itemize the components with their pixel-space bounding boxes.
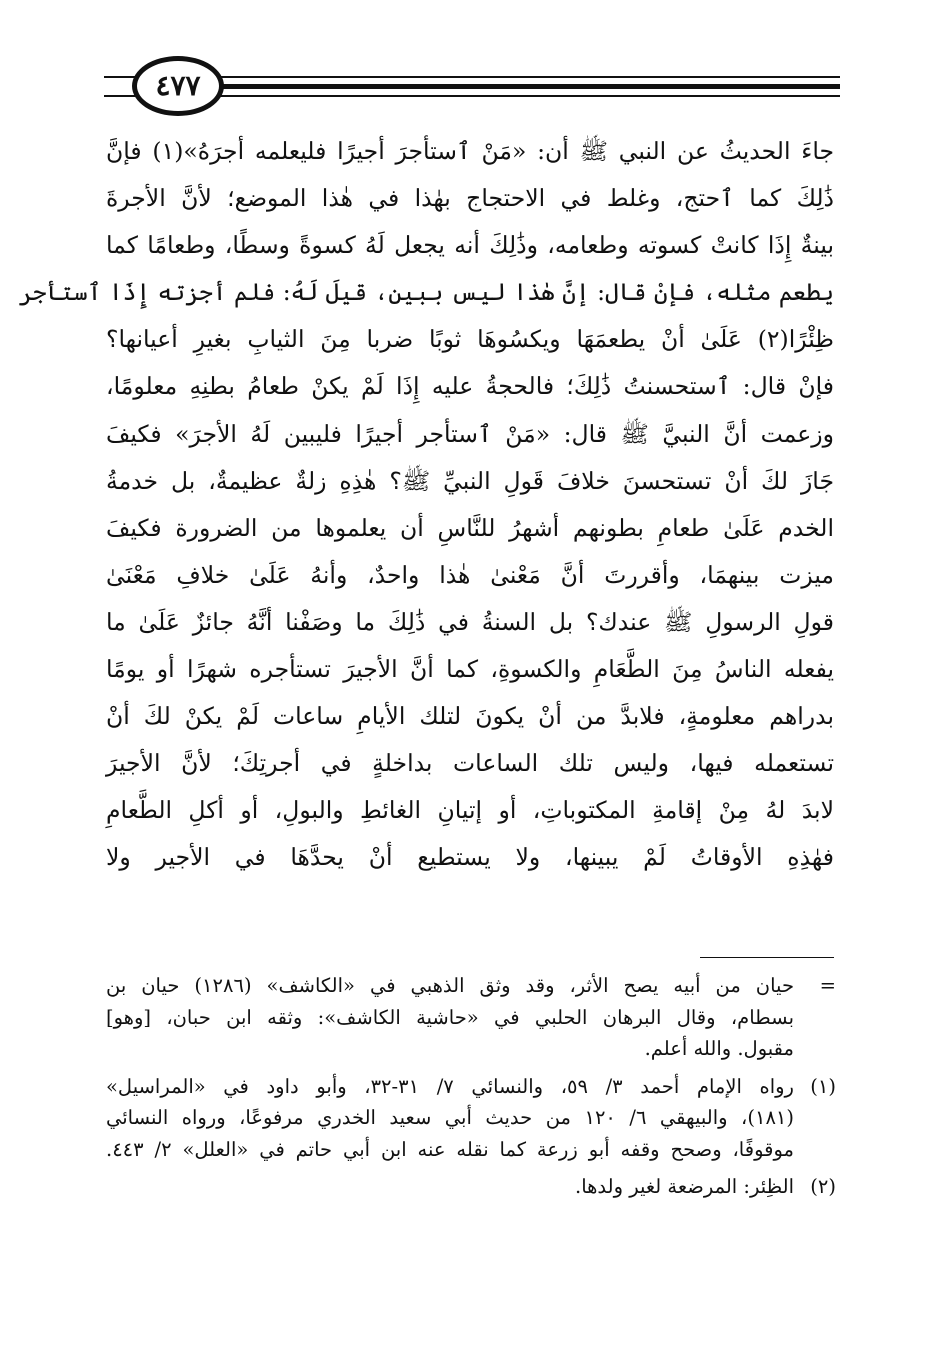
header-rule-thick <box>174 84 840 89</box>
footnote-marker: (١) <box>810 1074 836 1098</box>
text-line: الخدم عَلَىٰ طعامِ بطونهم أشهرُ للنَّاسِ أن يعلموها من الضرورة فكيفَ <box>106 513 834 542</box>
text-line: بدراهم معلومةٍ، فلابدَّ من أنْ يكونَ لتلك الأيامِ ساعات لَمْ يكنْ لكَ أنْ <box>106 702 834 731</box>
text-line: جَازَ لكَ أنْ تستحسنَ خلافَ قَولِ النبيِّ ﷺ؟ هٰذِهِ زلةٌ عظيمةٌ، بل خدمةُ <box>106 466 834 495</box>
footnote-line: مقبول. والله أعلم. <box>644 1037 794 1060</box>
text-line: ميزت بينهمَا، وأقررتَ أنَّ مَعْنىٰ هٰذا واحدٌ، وأنهُ عَلَىٰ خلافِ مَعْنَىٰ <box>106 560 834 589</box>
footnote-line: حيان من أبيه يصح الأثر، وقد وثق الذهبي في «الكاشف» (١٢٨٦) حيان بن <box>106 974 794 997</box>
footnote-body <box>106 970 794 1065</box>
footnote-body <box>106 1071 794 1166</box>
text-line: يطعم مثله، فإنْ قال: إنَّ هٰذا ليس ببين، قيلَ لَهُ: فلم أجزته إِذَا ٱستأجر <box>18 278 834 307</box>
text-line: وزعمت أنَّ النبيَّ ﷺ قال: «مَنْ ٱستأجر أجيرًا فليبين لَهُ الأجرَ» فكيفَ <box>106 419 834 448</box>
footnote-2 <box>106 1171 836 1203</box>
footnote-line: رواه الإمام أحمد ٣/ ٥٩، والنسائي ٧/ ٣١-٣٢، وأبو داود في «المراسيل» <box>106 1074 794 1098</box>
text-line: جاءَ الحديثُ عن النبي ﷺ أن: «مَنْ ٱستأجرَ أجيرًا فليعلمه أجرَهُ»(١) فإنَّ <box>106 137 834 165</box>
main-text <box>18 128 834 882</box>
text-line: لابدَ لهُ مِنْ إقامةِ المكتوباتِ، أو إتيانِ الغائطِ والبولِ، أو أكلِ الطَّعامِ <box>106 796 834 825</box>
footnote-line: موقوفًا، وصحح وقفه أبو زرعة كما نقله عنه ابن أبي حاتم في «العلل» ٢/ ٤٤٣. <box>106 1137 794 1161</box>
text-line: ذَٰلِكَ كما ٱحتج، وغلط في الاحتجاج بهٰذا في هٰذا الموضع؛ لأنَّ الأجرةَ <box>106 184 834 213</box>
text-line: ظِئْرًا(٢) عَلَىٰ أنْ يطعمَهَا ويكسُوهَا ثوبًا ضربا مِنَ الثيابِ بغيرِ أعيانها؟ <box>106 325 834 354</box>
footnote-marker: = <box>819 974 836 997</box>
page-number: ٤٧٧ <box>155 69 201 102</box>
footnote-divider <box>700 957 834 958</box>
footnote-line: بسطام، وقال البرهان الحلبي في «حاشية الكاشف»: وثقه ابن حبان، [وهو] <box>106 1005 794 1029</box>
footnote-1 <box>106 1071 836 1166</box>
text-line: فإنْ قال: ٱستحسنتُ ذَٰلِكَ؛ فالحجةُ عليه إِذَا لَمْ يكنْ طعامُ بطنِهِ معلومًا، <box>106 372 834 401</box>
text-line: بينةٌ إِذَا كانتْ كسوته وطعامه، وذَٰلِكَ أنه يجعل لَهُ كسوةً وسطًا، وطعامًا كما <box>106 231 834 260</box>
footnote-body <box>106 1171 794 1203</box>
footnotes <box>106 970 836 1209</box>
text-line: فهٰذِهِ الأوقاتُ لَمْ يبينها، ولا يستطيع أنْ يحدَّهَا في الأجير ولا <box>106 843 834 872</box>
footnote-continuation <box>106 970 836 1065</box>
page-header <box>104 52 840 122</box>
footnote-line: (١٨١)، والبيهقي ٦/ ١٢٠ من حديث أبي سعيد الخدري مرفوعًا، ورواه النسائي <box>106 1106 794 1129</box>
footnote-line: الظِئر: المرضعة لغير ولدها. <box>575 1175 794 1198</box>
text-line: قولِ الرسولِ ﷺ عندك؟ بل السنةُ في ذَٰلِكَ ما وصَفْنا أنَّهُ جائزٌ عَلَىٰ ما <box>106 607 834 636</box>
footnote-marker: (٢) <box>810 1175 836 1198</box>
page-number-badge <box>132 56 224 116</box>
text-line: تستعمله فيها، وليس تلك الساعات بداخلةٍ في أجرتِكَ؛ لأنَّ الأجيرَ <box>106 749 834 778</box>
text-line: يفعله الناسُ مِنَ الطَّعَامِ والكسوةِ، كما أنَّ الأجيرَ تستأجره شهرًا أو يومًا <box>106 655 834 684</box>
